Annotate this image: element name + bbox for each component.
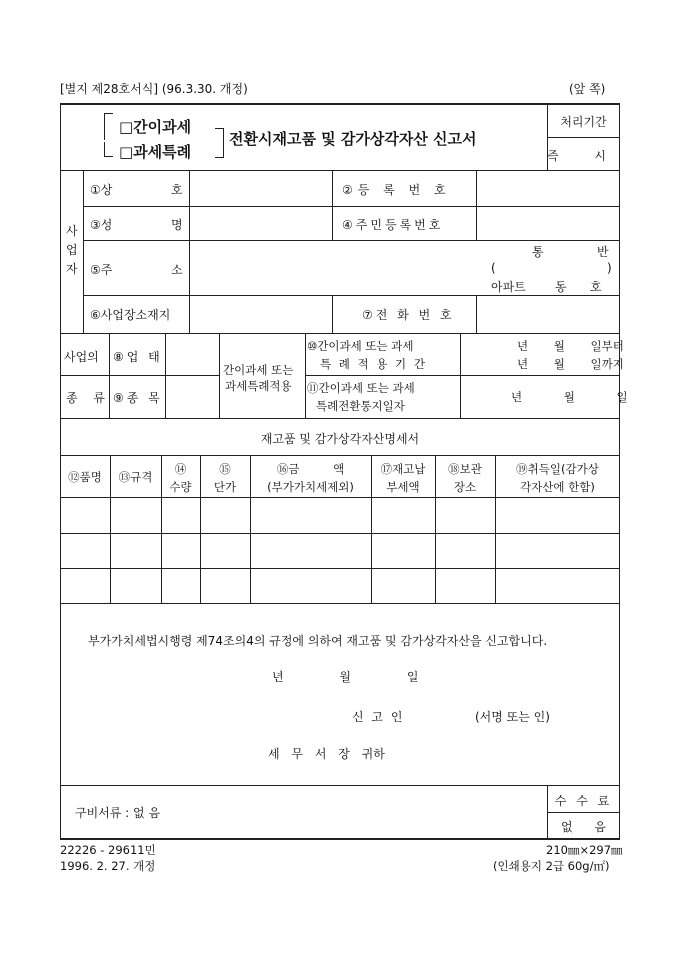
col-header-spec: ⑬규격 (118, 470, 153, 484)
name-field[interactable] (190, 208, 331, 239)
business-section-label: 사 업 자 (66, 224, 78, 276)
table-row[interactable] (61, 498, 619, 532)
bracket-left-bottom (104, 142, 113, 157)
biz-row-line-2 (83, 240, 620, 241)
col-header-storage-line1: ⑱보관 (448, 462, 482, 476)
address-field[interactable] (190, 242, 490, 294)
bracket-right (215, 128, 224, 158)
business-item-field[interactable] (166, 377, 218, 417)
type-mid-line-right (305, 375, 620, 376)
col-header-acquired-line2: 각자산에 한함) (520, 480, 595, 494)
fee-divider-h (547, 812, 620, 813)
col-header-amount: ⑯금 액 (276, 462, 345, 476)
bracket-left-top (104, 113, 113, 140)
address-paren-open: ( (491, 261, 496, 275)
business-type-label-top: 사업의 (64, 350, 99, 364)
table-row[interactable] (61, 534, 619, 567)
resident-number-label: ④주민등록번호 (342, 218, 444, 232)
phone-number-label: ⑦전 화 번 호 (362, 308, 455, 322)
business-item-label: ⑨종 목 (113, 391, 163, 405)
notice-label-line2: 특례전환통지일자 (316, 399, 405, 413)
col-header-amount-note: (부가가치세제외) (267, 480, 354, 494)
paper-spec: (인쇄용지 2급 60g/㎡) (493, 859, 610, 873)
col-header-qty: 수량 (169, 480, 192, 494)
registration-number-field[interactable] (477, 172, 618, 205)
biz-row-line-1 (83, 206, 620, 207)
type-bottom-line (60, 418, 620, 419)
biz-label-divider (83, 170, 84, 333)
col-header-acquired-line1: ⑲취득일(감가상 (516, 462, 599, 476)
type-mid-line-left (60, 375, 220, 376)
declaration-date[interactable]: 년 월 일 (272, 670, 419, 684)
fee-label: 수 수 료 (554, 794, 613, 808)
option-simplified-tax[interactable]: □간이과세 (119, 118, 192, 136)
paper-size: 210㎜×297㎜ (546, 843, 623, 857)
business-location-label: ⑥사업장소재지 (90, 308, 171, 322)
biz-bottom-line (60, 333, 620, 334)
trade-name-field[interactable] (190, 172, 331, 205)
table-row[interactable] (61, 569, 619, 602)
notice-date[interactable]: 년 월 일 (511, 390, 628, 404)
form-number: [별지 제28호서식] (96.3.30. 개정) (60, 82, 248, 96)
business-location-field[interactable] (190, 297, 331, 332)
registration-number-label: ②등 록 번 호 (342, 183, 451, 197)
trade-name-label-end: 호 (171, 183, 183, 197)
period-label-line2: 특 례 적 용 기 간 (320, 357, 427, 371)
col-header-tax-line2: 부세액 (386, 480, 420, 494)
col-header-tax-line1: ⑰재고납 (380, 462, 426, 476)
col-header-name: ⑫품명 (68, 470, 102, 484)
option-tax-exception[interactable]: □과세특례 (119, 143, 192, 161)
resident-number-field[interactable] (477, 208, 618, 239)
footer-top-line (60, 785, 620, 786)
col-header-storage-line2: 장소 (453, 480, 477, 494)
biz-row-line-3 (83, 295, 620, 296)
declarant-label: 신 고 인 (352, 710, 405, 724)
processing-divider-h (547, 137, 620, 138)
col-header-price-num: ⑮ (219, 462, 231, 476)
fee-value: 없 음 (561, 820, 606, 834)
address-paren-close: ) (607, 261, 612, 275)
processing-period-value: 즉 시 (547, 149, 622, 163)
trade-name-label: ①상 (90, 183, 113, 197)
biz-col-line-2a (332, 170, 333, 240)
address-label-end: 소 (171, 263, 183, 277)
address-apartment: 아파트 (491, 280, 526, 294)
signature-placeholder[interactable]: (서명 또는 인) (475, 710, 550, 724)
title-bottom-line (60, 170, 620, 171)
frame-top (60, 103, 620, 105)
period-from[interactable]: 년 월 일부터 (517, 339, 624, 353)
name-label-end: 명 (171, 218, 183, 232)
address-dong: 동 (555, 280, 567, 294)
col-header-price: 단가 (213, 480, 237, 494)
revision-date: 1996. 2. 27. 개정 (60, 859, 156, 873)
form-title: 전환시재고품 및 감가상각자산 신고서 (229, 130, 477, 148)
inventory-header-top (60, 455, 620, 456)
biz-col-line-2b (332, 295, 333, 333)
processing-period-label: 처리기간 (560, 115, 607, 129)
phone-number-field[interactable] (477, 297, 618, 332)
business-type-label-bottom: 종 류 (66, 391, 111, 405)
apply-label-line2: 과세특례적용 (225, 379, 292, 393)
declaration-statement: 부가가치세법시행령 제74조의4의 규정에 의하여 재고품 및 감가상각자산을 신고합니다. (88, 634, 548, 648)
name-label: ③성 (90, 218, 113, 232)
col-header-qty-num: ⑭ (174, 462, 187, 476)
inventory-row-line-3 (60, 603, 620, 604)
required-documents: 구비서류 : 없 음 (75, 806, 161, 820)
address-ho: 호 (590, 280, 602, 294)
frame-bottom (60, 838, 620, 840)
address-tong: 통 (532, 245, 544, 259)
period-label-line1: ⑩간이과세 또는 과세 (307, 339, 414, 353)
tax-office-addressee: 세 무 서 장 귀하 (268, 747, 385, 761)
address-label: ⑤주 (90, 263, 113, 277)
address-ban: 반 (597, 245, 609, 259)
apply-label-line1: 간이과세 또는 (223, 363, 294, 377)
period-to[interactable]: 년 월 일까지 (517, 357, 624, 371)
form-code: 22226 - 29611민 (60, 843, 156, 857)
inventory-section-title: 재고품 및 감가상각자산명세서 (260, 432, 420, 446)
notice-label-line1: ⑪간이과세 또는 과세 (307, 381, 415, 395)
business-category-field[interactable] (166, 335, 218, 374)
page-side: (앞 쪽) (569, 82, 606, 96)
business-category-label: ⑧업 태 (113, 350, 163, 364)
